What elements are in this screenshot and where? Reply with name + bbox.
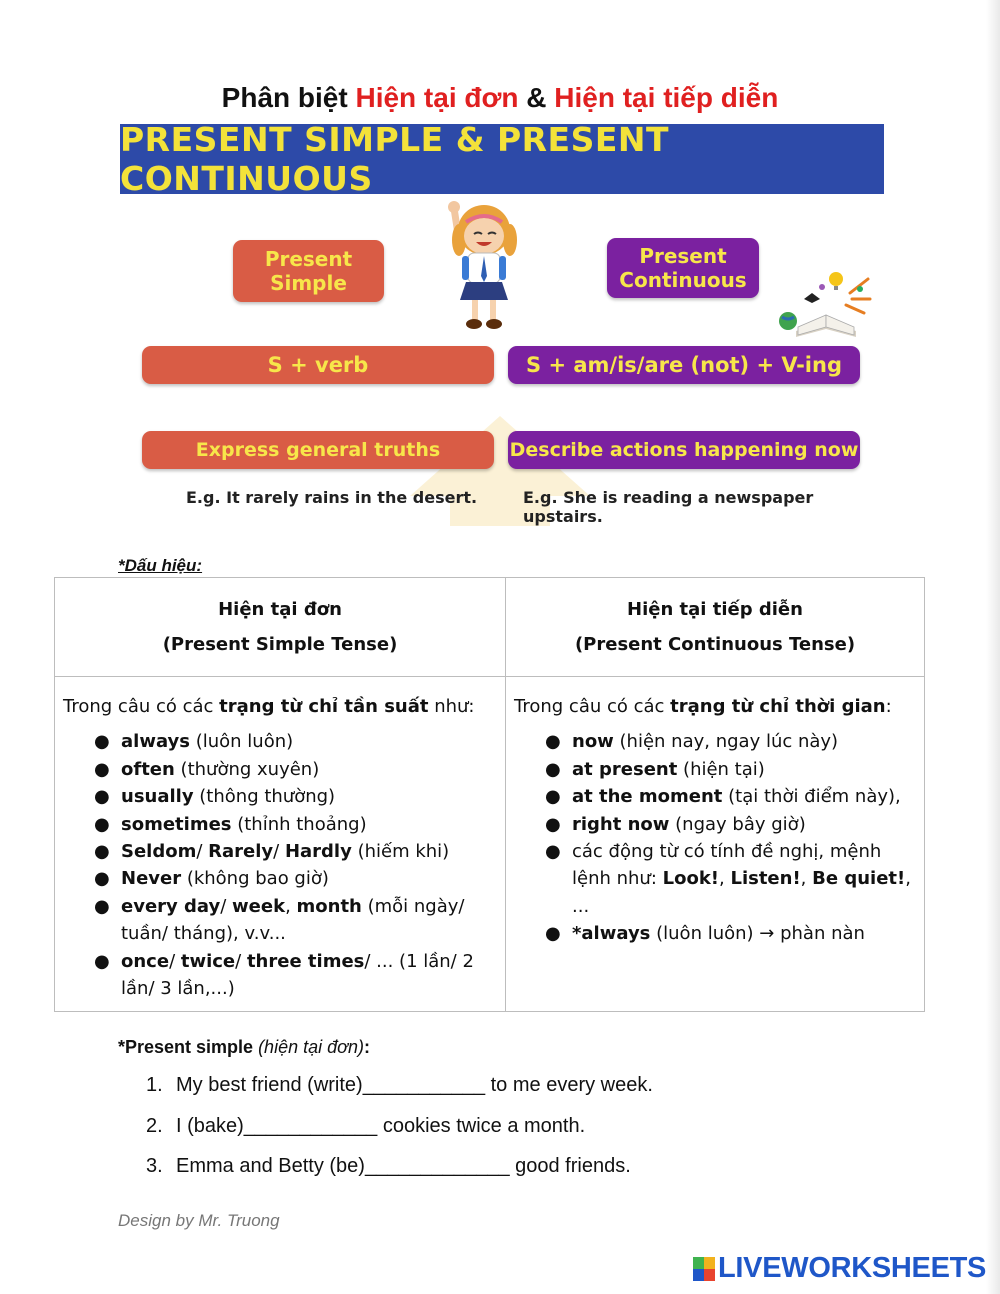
present-continuous-subtitle: (Present Continuous Tense) <box>574 634 856 655</box>
left-header-cell <box>55 578 506 677</box>
exercise-item[interactable]: 3. Emma and Betty (be)_____________ good friends. <box>146 1155 631 1178</box>
list-item: ● at present (hiện tại) <box>545 758 765 780</box>
exercise-item[interactable]: 2. I (bake)____________ cookies twice a month. <box>146 1114 586 1137</box>
present-continuous-example: E.g. She is reading a newspaper upstairs. <box>523 488 814 526</box>
list-item: ● often (thường xuyên) <box>94 758 320 780</box>
liveworksheets-brand[interactable] <box>693 1252 986 1285</box>
present-continuous-intro: Trong câu có các trạng từ chỉ thời gian: <box>514 696 892 717</box>
present-simple-title: Hiện tại đơn <box>218 599 342 620</box>
present-simple-signs-cell <box>55 677 506 1012</box>
time-adverb-list <box>506 728 924 947</box>
present-continuous-label: Present Continuous <box>607 238 759 298</box>
list-item: ● every day/ week, month (mỗi ngày/ tuần/ tháng), v.v... <box>94 895 465 945</box>
tense-infographic <box>120 120 884 526</box>
liveworksheets-logo-icon <box>693 1257 715 1281</box>
list-item: ● *always (luôn luôn) → phàn nàn <box>545 923 865 945</box>
present-simple-example: E.g. It rarely rains in the desert. <box>186 488 478 507</box>
present-simple-intro: Trong câu có các trạng từ chỉ tần suất như: <box>63 696 475 717</box>
present-continuous-title: Hiện tại tiếp diễn <box>627 599 803 620</box>
design-credit: Design by Mr. Truong <box>118 1211 280 1230</box>
list-item: ● Never (không bao giờ) <box>94 868 329 890</box>
list-item: ● right now (ngay bây giờ) <box>545 813 806 835</box>
present-simple-label: Present Simple <box>233 240 384 302</box>
present-continuous-formula: S + am/is/are (not) + V-ing <box>508 346 860 384</box>
signs-heading: *Dấu hiệu: <box>118 556 203 575</box>
right-header-cell <box>506 578 925 677</box>
present-simple-subtitle: (Present Simple Tense) <box>162 634 398 655</box>
present-continuous-signs-cell <box>506 677 925 1012</box>
open-book-icon <box>776 269 876 339</box>
list-item: ● now (hiện nay, ngay lúc này) <box>545 731 839 753</box>
girl-waving-icon <box>432 198 536 334</box>
frequency-adverb-list <box>55 728 505 1002</box>
page-title: Phân biệt Hiện tại đơn & Hiện tại tiếp diễn <box>221 82 779 113</box>
present-simple-usage: Express general truths <box>142 431 494 469</box>
signs-table <box>54 577 925 1012</box>
list-item: ● các động từ có tính đề nghị, mệnh lệnh như: Look!, Listen!, Be quiet!, ... <box>545 841 911 917</box>
list-item: ● sometimes (thỉnh thoảng) <box>94 813 367 835</box>
list-item: ● always (luôn luôn) <box>94 731 294 753</box>
present-continuous-usage: Describe actions happening now <box>508 431 860 469</box>
list-item: ● at the moment (tại thời điểm này), <box>545 786 901 808</box>
page-edge-shadow <box>986 0 1000 1294</box>
brand-name: LIVEWORKSHEETS <box>718 1252 987 1284</box>
infographic-banner: PRESENT SIMPLE & PRESENT CONTINUOUS <box>120 124 884 194</box>
list-item: ● once/ twice/ three times/ ... (1 lần/ 2 lần/ 3 lần,...) <box>94 950 474 1000</box>
exercise-list <box>146 1074 653 1196</box>
exercise-item[interactable]: 1. My best friend (write)___________ to me every week. <box>146 1074 653 1096</box>
exercise-heading: *Present simple (hiện tại đơn): <box>118 1037 370 1057</box>
list-item: ● usually (thông thường) <box>94 786 336 808</box>
list-item: ● Seldom/ Rarely/ Hardly (hiếm khi) <box>94 841 450 863</box>
present-simple-formula: S + verb <box>142 346 494 384</box>
